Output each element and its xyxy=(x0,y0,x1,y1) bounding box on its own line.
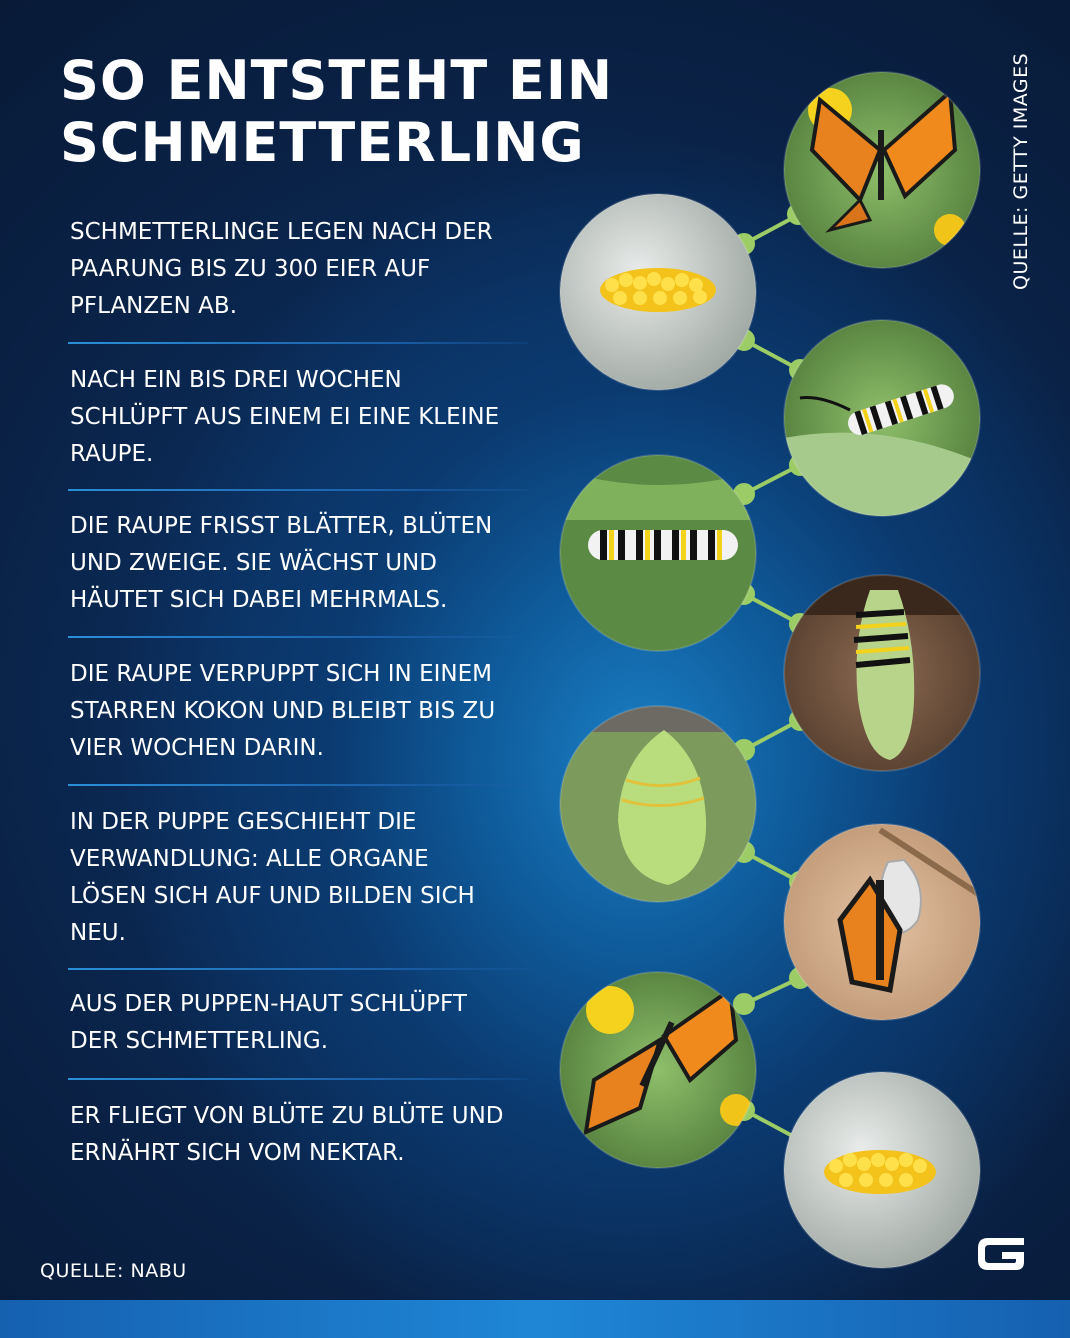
text-source-label: QUELLE: NABU xyxy=(40,1260,187,1282)
step-2: NACH EIN BIS DREI WOCHEN SCHLÜPFT AUS EINEM EI EINE KLEINE RAUPE. xyxy=(70,367,500,467)
image-source-label: QUELLE: GETTY IMAGES xyxy=(1010,52,1032,290)
young-caterpillar-photo xyxy=(784,320,980,520)
title-line-2: SCHMETTERLING xyxy=(60,111,585,174)
step-4: DIE RAUPE VERPUPPT SICH IN EINEM STARREN KOKON UND BLEIBT BIS ZU VIER WOCHEN DARIN. xyxy=(70,661,496,761)
step-5: IN DER PUPPE GESCHIEHT DIE VERWANDLUNG: ALLE ORGANE LÖSEN SICH AUF UND BILDEN SICH NEU. xyxy=(70,809,475,946)
step-6: AUS DER PUPPEN-HAUT SCHLÜPFT DER SCHMETTERLING. xyxy=(70,991,467,1054)
step-3: DIE RAUPE FRISST BLÄTTER, BLÜTEN UND ZWEIGE. SIE WÄCHST UND HÄUTET SICH DABEI MEHRMALS. xyxy=(70,513,493,613)
title-line-1: SO ENTSTEHT EIN xyxy=(60,49,614,112)
step-1: SCHMETTERLINGE LEGEN NACH DER PAARUNG BIS ZU 300 EIER AUF PFLANZEN AB. xyxy=(70,219,493,319)
bottom-bar xyxy=(0,1300,1070,1338)
caterpillar-photo xyxy=(560,455,760,651)
g-logo-icon xyxy=(972,1228,1030,1280)
step-7: ER FLIEGT VON BLÜTE ZU BLÜTE UND ERNÄHRT SICH VOM NEKTAR. xyxy=(70,1103,504,1166)
chrysalis-photo xyxy=(560,706,760,902)
